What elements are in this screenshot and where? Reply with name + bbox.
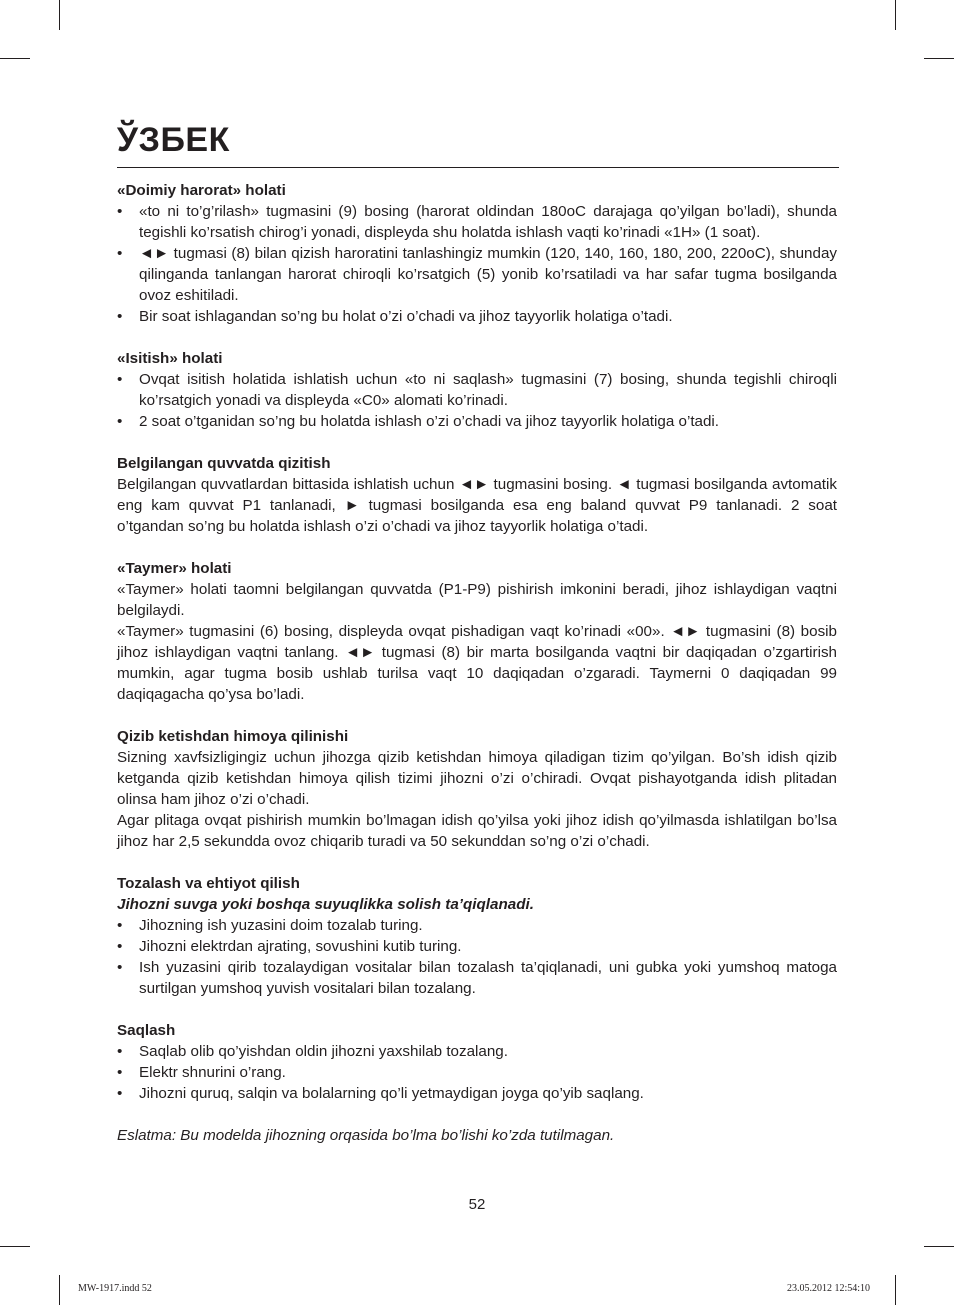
crop-mark-bottom-right-horizontal — [924, 1246, 954, 1247]
section-heading: Belgilangan quvvatda qizitish — [117, 455, 331, 472]
list-item: • Elektr shnurini o’rang. — [117, 1062, 837, 1083]
paragraph: Agar plitaga ovqat pishirish mumkin bo’lmagan idish qo’yilsa yoki jihoz idish qo’yilmasda ishlatilgan bo’lsa jihoz har 2,5 sekundda ovoz chiqarib turadi va 50 sekunddan so’ng o’zi o’chadi. — [117, 812, 837, 850]
section-heading: Tozalash va ehtiyot qilish — [117, 875, 300, 892]
section-heading: Saqlash — [117, 1022, 176, 1039]
crop-mark-top-right-vertical — [895, 0, 896, 30]
list-item: • ◄► tugmasi (8) bilan qizish haroratini tanlashingiz mumkin (120, 140, 160, 180, 200, 220оC), shunday qilinganda tanlangan harorat chiroqli ko’rsatgich (5) yonib ko’rsatiladi va har safar tugma bosilganda ovoz eshitiladi. — [117, 243, 837, 306]
section-heading: Qizib ketishdan himoya qilinishi — [117, 728, 349, 745]
bullet-list — [117, 915, 837, 999]
paragraph: «Taymer» tugmasini (6) bosing, displeyda ovqat pishadigan vaqt ko’rinadi «00». ◄► tugmasini (8) bosib jihoz ishlaydigan vaqtni tanlang. ◄► tugmasi (8) bir marta bosilganda vaqtni bir daqiqadan o’zgartirish mumkin, agar tugma bosib ushlab turilsa vaqt 10 daqiqadan o’zgaradi. Taymerni 0 daqiqadan 99 daqiqagacha qo’ysa bo’ladi. — [117, 623, 837, 703]
crop-mark-bottom-right-vertical — [895, 1275, 896, 1305]
list-item: • Jihozni elektrdan ajrating, sovushini kutib turing. — [117, 936, 837, 957]
title-rule — [117, 167, 839, 168]
section-cleaning — [117, 873, 837, 999]
slug-file-name: MW-1917.indd 52 — [78, 1283, 152, 1294]
crop-mark-bottom-left-vertical — [59, 1275, 60, 1305]
bullet-list — [117, 201, 837, 327]
crop-mark-top-right-horizontal — [924, 58, 954, 59]
list-item: • Jihozning ish yuzasini doim tozalab turing. — [117, 915, 837, 936]
slug-datetime: 23.05.2012 12:54:10 — [786, 1283, 870, 1294]
list-item: • Ish yuzasini qirib tozalaydigan vositalar bilan tozalash ta’qiqlanadi, uni gubka yoki yumshoq matoga surtilgan yumshoq yuvish vositalari bilan tozalang. — [117, 957, 837, 999]
list-item: • Ovqat isitish holatida ishlatish uchun «to ni saqlash» tugmasini (7) bosing, shunda tegishli chiroqli ko’rsatgich yonadi va displeyda «C0» alomati ko’rinadi. — [117, 369, 837, 411]
list-item: • Saqlab olib qo’yishdan oldin jihozni yaxshilab tozalang. — [117, 1041, 837, 1062]
section-heading: «Isitish» holati — [117, 350, 223, 367]
section-heading: «Taymer» holati — [117, 560, 232, 577]
list-item: • Bir soat ishlagandan so’ng bu holat o’zi o’chadi va jihoz tayyorlik holatiga o’tadi. — [117, 306, 837, 327]
crop-mark-bottom-left-horizontal — [0, 1246, 30, 1247]
section-heading: «Doimiy harorat» holati — [117, 182, 286, 199]
list-item: • «to ni to’g’rilash» tugmasini (9) bosing (harorat oldindan 180оC darajaga qo’yilgan bo’ladi), shunda tegishli ko’rsatish chirog’i yonadi, displeyda shu holatda ishlash vaqti ko’rinadi «1H» (1 soat). — [117, 201, 837, 243]
section-overheat-protection — [117, 726, 837, 852]
section-storage — [117, 1020, 837, 1104]
document-body — [117, 180, 837, 1146]
page-title: ЎЗБЕК — [117, 121, 230, 159]
section-fixed-power — [117, 453, 837, 537]
page-number: 52 — [468, 1196, 486, 1213]
paragraph: «Taymer» holati taomni belgilangan quvvatda (P1-P9) pishirish imkonini beradi, jihoz ishlaydigan vaqtni belgilaydi. — [117, 581, 837, 619]
warning-text: Jihozni suvga yoki boshqa suyuqlikka solish ta’qiqlanadi. — [117, 896, 534, 913]
bullet-list — [117, 1041, 837, 1104]
section-constant-temperature — [117, 180, 837, 327]
bullet-list — [117, 369, 837, 432]
section-warming — [117, 348, 837, 432]
list-item: • Jihozni quruq, salqin va bolalarning qo’li yetmaydigan joyga qo’yib saqlang. — [117, 1083, 837, 1104]
footnote: Eslatma: Bu modelda jihozning orqasida bo’lma bo’lishi ko’zda tutilmagan. — [117, 1127, 615, 1144]
paragraph: Sizning xavfsizligingiz uchun jihozga qizib ketishdan himoya qiladigan tizim qo’yilgan. Bo’sh idish qizib ketganda qizib ketishdan himoya qilish tizimi jihozni o’zi o’chiradi. Ovqat pishayotganda idish plitadan olinsa ham jihoz o’zi o’chadi. — [117, 749, 837, 808]
list-item: • 2 soat o’tganidan so’ng bu holatda ishlash o’zi o’chadi va jihoz tayyorlik holatiga o’tadi. — [117, 411, 837, 432]
crop-mark-top-left-horizontal — [0, 58, 30, 59]
section-timer — [117, 558, 837, 705]
crop-mark-top-left-vertical — [59, 0, 60, 30]
paragraph: Belgilangan quvvatlardan bittasida ishlatish uchun ◄► tugmasini bosing. ◄ tugmasi bosilganda avtomatik eng kam quvvat P1 tanlanadi, ► tugmasi bosilganda esa eng baland quvvat P9 tanlanadi. 2 soat o’tgandan so’ng bu holatda ishlash o’zi o’chadi va jihoz tayyorlik holatiga o’tadi. — [117, 476, 837, 535]
